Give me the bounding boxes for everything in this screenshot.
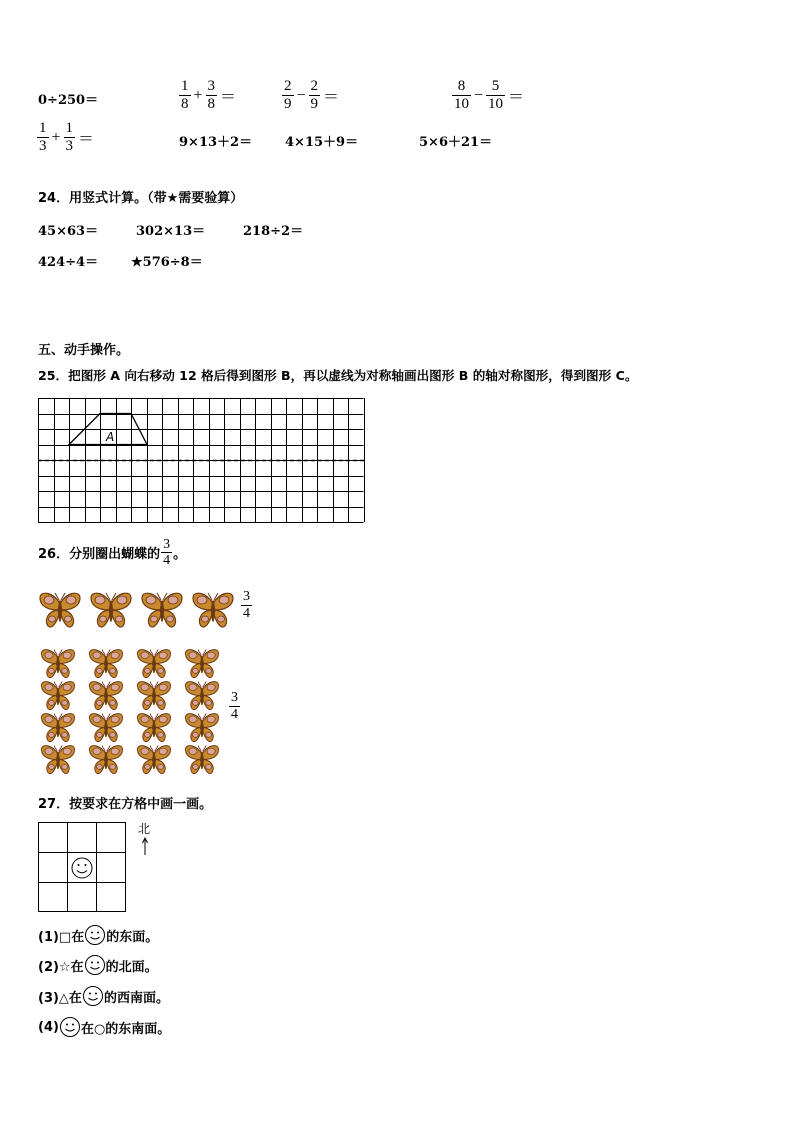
q27-item-2-prefix: (2)☆在	[38, 959, 84, 975]
butterfly-icon	[86, 743, 126, 776]
q27-item-4-suffix: 在○的东南面。	[80, 1021, 171, 1037]
q27-item-4-prefix: (4)	[38, 1019, 59, 1035]
numerator: 1	[65, 120, 74, 136]
butterfly-icon	[182, 743, 222, 776]
equals: ＝	[220, 89, 237, 106]
smiley-icon	[59, 1016, 81, 1038]
butterfly-icon	[38, 679, 78, 712]
q27-item-4	[38, 1016, 170, 1038]
q27-item-1-prefix: (1)□在	[38, 929, 85, 945]
q24-item-3: 218÷2＝	[243, 224, 304, 239]
north-arrow-icon	[140, 836, 150, 856]
q24-item-5: ★576÷8＝	[131, 255, 203, 270]
denominator: 8	[207, 96, 216, 112]
section-5-title: 五、动手操作。	[38, 343, 130, 358]
butterfly	[140, 590, 184, 634]
denominator: 4	[243, 606, 250, 621]
question-26-title	[38, 537, 186, 568]
q24-item-4: 424÷4＝	[38, 255, 99, 270]
expr-9x13p2: 9×13＋2＝	[179, 135, 253, 150]
butterfly-icon	[38, 647, 78, 680]
butterfly	[134, 743, 174, 780]
question-25-title: 25．把图形 A 向右移动 12 格后得到图形 B，再以虚线为对称轴画出图形 B 的轴对称图形，得到图形 C。	[38, 368, 638, 383]
operator: −	[474, 86, 484, 104]
q26-title-suffix: 。	[173, 547, 187, 562]
butterfly	[89, 590, 133, 634]
smiley-icon	[84, 954, 106, 976]
smiley-icon	[72, 858, 92, 878]
butterfly-icon	[38, 590, 82, 630]
butterfly-icon	[182, 679, 222, 712]
butterfly-icon	[86, 679, 126, 712]
expr-0-div-250: 0÷250＝	[38, 93, 99, 108]
smiley-icon	[84, 924, 106, 946]
butterfly-icon	[134, 711, 174, 744]
butterfly-icon	[134, 743, 174, 776]
numerator: 2	[310, 78, 319, 94]
butterfly-icon	[182, 711, 222, 744]
butterfly-icon	[134, 679, 174, 712]
north-label: 北	[138, 822, 151, 836]
butterfly-icon	[38, 743, 78, 776]
operator: +	[193, 86, 203, 104]
q27-item-1-suffix: 的东面。	[106, 929, 159, 945]
group-1-fraction	[241, 589, 252, 622]
q24-item-1: 45×63＝	[38, 224, 99, 239]
butterfly-group-1	[38, 590, 238, 630]
butterfly	[86, 743, 126, 780]
butterfly-icon	[89, 590, 133, 630]
denominator: 9	[310, 96, 319, 112]
q27-item-3	[38, 985, 169, 1007]
smiley-icon	[82, 985, 104, 1007]
q24-item-2: 302×13＝	[136, 224, 206, 239]
butterfly	[191, 590, 235, 634]
numerator: 1	[181, 78, 189, 94]
q27-item-2	[38, 954, 158, 976]
butterfly-icon	[182, 647, 222, 680]
equals: ＝	[323, 89, 340, 106]
butterfly-icon	[191, 590, 235, 630]
butterfly	[38, 743, 78, 780]
butterfly	[182, 743, 222, 780]
numerator: 3	[243, 589, 250, 604]
numerator: 5	[491, 78, 500, 94]
denominator: 3	[39, 138, 47, 154]
denominator: 4	[231, 707, 238, 722]
question-27-title: 27．按要求在方格中画一画。	[38, 797, 213, 812]
expr-frac-add-2	[36, 120, 96, 155]
numerator: 2	[284, 78, 292, 94]
denominator: 10	[454, 96, 469, 112]
operator: +	[51, 128, 61, 146]
denominator: 10	[488, 96, 504, 112]
denominator: 4	[163, 553, 171, 568]
butterfly-icon	[134, 647, 174, 680]
butterfly-icon	[140, 590, 184, 630]
numerator: 3	[207, 78, 216, 94]
numerator: 1	[39, 120, 47, 136]
q27-item-1	[38, 924, 158, 946]
numerator: 3	[231, 690, 238, 705]
denominator: 9	[284, 96, 292, 112]
numerator: 8	[457, 78, 466, 94]
expr-frac-add-1	[178, 78, 238, 113]
operator: −	[296, 86, 306, 104]
q27-item-3-prefix: (3)△在	[38, 990, 82, 1006]
denominator: 3	[65, 138, 74, 154]
equals: ＝	[78, 131, 95, 148]
expr-frac-sub-1	[281, 78, 341, 113]
denominator: 8	[181, 96, 189, 112]
grid-q25	[38, 398, 368, 524]
butterfly	[38, 590, 82, 634]
numerator: 3	[163, 537, 171, 552]
q27-item-2-suffix: 的北面。	[105, 959, 158, 975]
expr-4x15p9: 4×15＋9＝	[285, 135, 359, 150]
group-2-fraction	[229, 690, 240, 723]
shape-a-label: A	[106, 430, 115, 444]
expr-5x6p21: 5×6＋21＝	[419, 135, 493, 150]
q27-item-3-suffix: 的西南面。	[103, 990, 169, 1006]
grid-q27	[38, 822, 128, 914]
butterfly-icon	[38, 711, 78, 744]
butterfly-icon	[86, 647, 126, 680]
butterfly-group-2	[38, 647, 228, 777]
question-24-title: 24．用竖式计算。（带★需要验算）	[38, 191, 244, 206]
butterfly-icon	[86, 711, 126, 744]
equals: ＝	[508, 89, 525, 106]
q26-title-text: 26．分别圈出蝴蝶的	[38, 547, 161, 562]
expr-frac-sub-2	[451, 78, 526, 113]
